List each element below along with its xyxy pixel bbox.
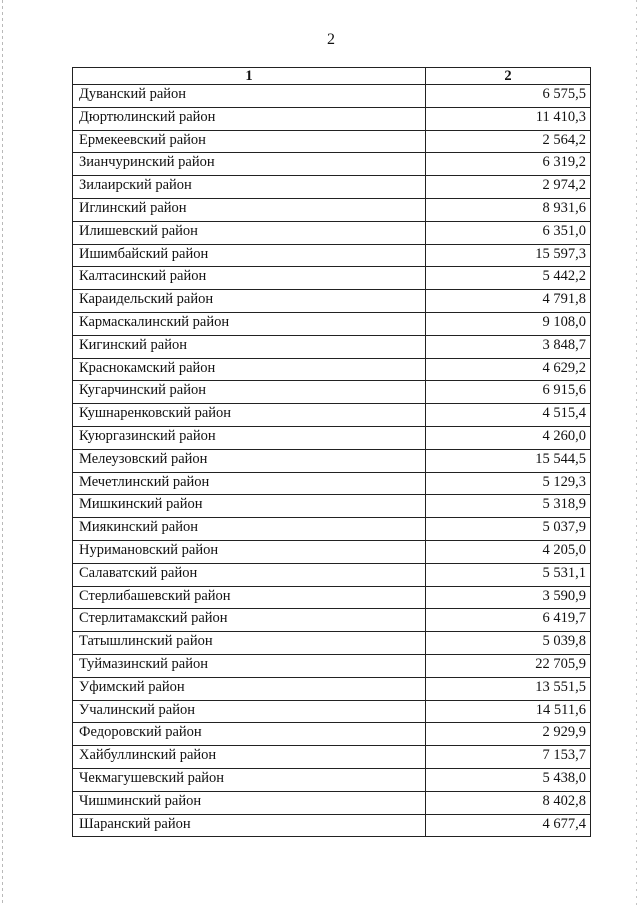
- district-value-cell: 3 590,9: [426, 586, 591, 609]
- district-value-cell: 2 929,9: [426, 723, 591, 746]
- table-row: [73, 198, 591, 221]
- table-row: [73, 495, 591, 518]
- district-value-cell: 14 511,6: [426, 700, 591, 723]
- table-row: [73, 700, 591, 723]
- district-name-cell: Салаватский район: [73, 563, 426, 586]
- district-name-cell: Стерлибашевский район: [73, 586, 426, 609]
- table-row: [73, 518, 591, 541]
- district-name-cell: Стерлитамакский район: [73, 609, 426, 632]
- table-row: [73, 335, 591, 358]
- district-value-cell: 6 419,7: [426, 609, 591, 632]
- table-row: [73, 267, 591, 290]
- table-row: [73, 153, 591, 176]
- table-row: [73, 609, 591, 632]
- district-value-cell: 15 597,3: [426, 244, 591, 267]
- table-row: [73, 107, 591, 130]
- table-row: [73, 221, 591, 244]
- district-name-cell: Шаранский район: [73, 814, 426, 837]
- district-value-cell: 8 931,6: [426, 198, 591, 221]
- district-name-cell: Калтасинский район: [73, 267, 426, 290]
- district-name-cell: Ишимбайский район: [73, 244, 426, 267]
- district-name-cell: Мишкинский район: [73, 495, 426, 518]
- district-value-cell: 8 402,8: [426, 791, 591, 814]
- table-row: [73, 358, 591, 381]
- table-row: [73, 540, 591, 563]
- district-values-table: [72, 67, 591, 837]
- district-name-cell: Татышлинский район: [73, 632, 426, 655]
- district-name-cell: Уфимский район: [73, 677, 426, 700]
- district-name-cell: Иглинский район: [73, 198, 426, 221]
- scan-edge-right: [636, 0, 637, 905]
- district-value-cell: 4 791,8: [426, 290, 591, 313]
- district-name-cell: Кигинский район: [73, 335, 426, 358]
- table-row: [73, 130, 591, 153]
- district-name-cell: Зианчуринский район: [73, 153, 426, 176]
- table-row: [73, 426, 591, 449]
- district-value-cell: 5 129,3: [426, 472, 591, 495]
- district-name-cell: Зилаирский район: [73, 176, 426, 199]
- table-row: [73, 381, 591, 404]
- district-value-cell: 6 319,2: [426, 153, 591, 176]
- table-row: [73, 586, 591, 609]
- table-header-row: [73, 68, 591, 85]
- district-value-cell: 2 564,2: [426, 130, 591, 153]
- table-row: [73, 632, 591, 655]
- page-number: 2: [327, 31, 335, 48]
- table-row: [73, 768, 591, 791]
- district-name-cell: Федоровский район: [73, 723, 426, 746]
- district-value-cell: 13 551,5: [426, 677, 591, 700]
- district-value-cell: 11 410,3: [426, 107, 591, 130]
- district-name-cell: Мелеузовский район: [73, 449, 426, 472]
- district-value-cell: 4 629,2: [426, 358, 591, 381]
- district-name-cell: Дюртюлинский район: [73, 107, 426, 130]
- district-name-cell: Миякинский район: [73, 518, 426, 541]
- table-row: [73, 290, 591, 313]
- district-value-cell: 5 438,0: [426, 768, 591, 791]
- district-value-cell: 5 039,8: [426, 632, 591, 655]
- table-row: [73, 563, 591, 586]
- district-value-cell: 3 848,7: [426, 335, 591, 358]
- district-value-cell: 4 677,4: [426, 814, 591, 837]
- district-name-cell: Нуримановский район: [73, 540, 426, 563]
- district-value-cell: 2 974,2: [426, 176, 591, 199]
- table-row: [73, 746, 591, 769]
- district-value-cell: 6 575,5: [426, 85, 591, 108]
- district-value-cell: 22 705,9: [426, 654, 591, 677]
- district-name-cell: Краснокамский район: [73, 358, 426, 381]
- district-value-cell: 9 108,0: [426, 312, 591, 335]
- district-name-cell: Чекмагушевский район: [73, 768, 426, 791]
- district-value-cell: 4 260,0: [426, 426, 591, 449]
- column-header-1: 1: [73, 68, 426, 85]
- district-name-cell: Куюргазинский район: [73, 426, 426, 449]
- table-row: [73, 723, 591, 746]
- table-row: [73, 449, 591, 472]
- district-value-cell: 6 351,0: [426, 221, 591, 244]
- table-row: [73, 312, 591, 335]
- table-row: [73, 814, 591, 837]
- district-value-cell: 6 915,6: [426, 381, 591, 404]
- district-name-cell: Кушнаренковский район: [73, 404, 426, 427]
- district-value-cell: 4 515,4: [426, 404, 591, 427]
- table-row: [73, 244, 591, 267]
- district-name-cell: Кугарчинский район: [73, 381, 426, 404]
- district-name-cell: Караидельский район: [73, 290, 426, 313]
- table-row: [73, 176, 591, 199]
- district-name-cell: Илишевский район: [73, 221, 426, 244]
- district-name-cell: Чишминский район: [73, 791, 426, 814]
- district-value-cell: 15 544,5: [426, 449, 591, 472]
- table-row: [73, 472, 591, 495]
- district-value-cell: 5 037,9: [426, 518, 591, 541]
- district-name-cell: Кармаскалинский район: [73, 312, 426, 335]
- table-row: [73, 85, 591, 108]
- district-name-cell: Туймазинский район: [73, 654, 426, 677]
- district-name-cell: Ермекеевский район: [73, 130, 426, 153]
- district-name-cell: Мечетлинский район: [73, 472, 426, 495]
- table-row: [73, 654, 591, 677]
- district-value-cell: 5 318,9: [426, 495, 591, 518]
- district-value-cell: 4 205,0: [426, 540, 591, 563]
- district-value-cell: 5 531,1: [426, 563, 591, 586]
- table-row: [73, 791, 591, 814]
- district-value-cell: 5 442,2: [426, 267, 591, 290]
- table-body: [73, 85, 591, 837]
- table-row: [73, 404, 591, 427]
- table-row: [73, 677, 591, 700]
- column-header-2: 2: [426, 68, 591, 85]
- district-name-cell: Дуванский район: [73, 85, 426, 108]
- district-value-cell: 7 153,7: [426, 746, 591, 769]
- scan-edge-left: [2, 0, 3, 905]
- district-name-cell: Хайбуллинский район: [73, 746, 426, 769]
- district-name-cell: Учалинский район: [73, 700, 426, 723]
